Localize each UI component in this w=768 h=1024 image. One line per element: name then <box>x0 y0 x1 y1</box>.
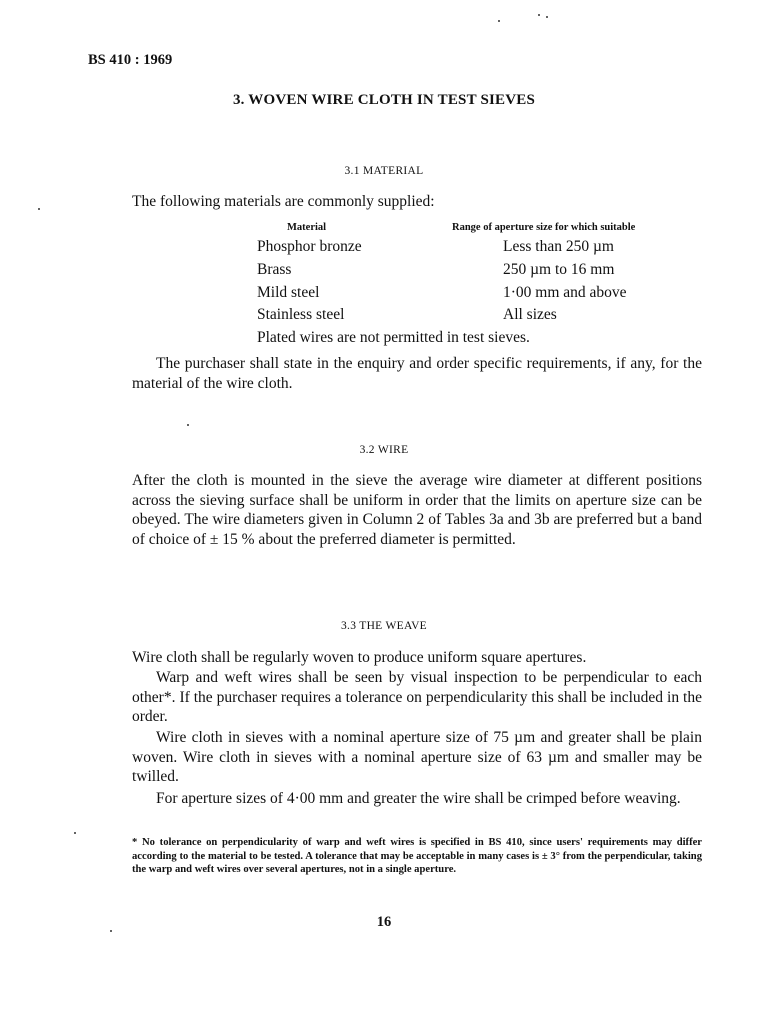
range-cell: 250 µm to 16 mm <box>503 261 615 278</box>
scan-speck <box>110 930 112 932</box>
page-number: 16 <box>376 914 392 930</box>
scan-speck <box>38 208 40 210</box>
table-row <box>0 306 768 328</box>
range-cell: Less than 250 µm <box>503 238 614 255</box>
wire-paragraph: After the cloth is mounted in the sieve the average wire diameter at different positions across the sieving surface shall be uniform in order that the limits on aperture size can be obeyed. The wire diameters given in Column 2 of Tables 3a and 3b are preferred but a band of choice of ± 15 % about the preferred diameter is permitted. <box>132 472 702 548</box>
material-cell: Stainless steel <box>257 306 345 323</box>
scan-speck <box>187 424 189 426</box>
range-cell: 1·00 mm and above <box>503 284 627 301</box>
section-heading-weave: 3.3 THE WEAVE <box>341 620 427 632</box>
chapter-title: 3. WOVEN WIRE CLOTH IN TEST SIEVES <box>232 92 536 108</box>
scan-speck <box>538 14 540 16</box>
material-paragraph: The purchaser shall state in the enquiry and order specific requirements, if any, for the material of the wire cloth. <box>132 355 702 392</box>
table-header-range: Range of aperture size for which suitable <box>452 222 636 233</box>
weave-paragraph: For aperture sizes of 4·00 mm and greater the wire shall be crimped before weaving. <box>156 790 681 807</box>
weave-paragraph: Wire cloth in sieves with a nominal aperture size of 75 µm and greater shall be plain woven. Wire cloth in sieves with a nominal aperture size of 63 µm and smaller may be twilled. <box>132 729 702 786</box>
material-intro: The following materials are commonly supplied: <box>132 193 435 210</box>
material-cell: Phosphor bronze <box>257 238 362 255</box>
scan-speck <box>498 20 500 22</box>
standard-reference: BS 410 : 1969 <box>88 52 173 68</box>
table-row <box>0 261 768 283</box>
table-row <box>0 238 768 260</box>
scan-speck <box>74 832 76 834</box>
section-heading-wire: 3.2 WIRE <box>359 444 409 456</box>
weave-paragraph: Wire cloth shall be regularly woven to produce uniform square apertures. <box>132 649 587 666</box>
material-cell: Mild steel <box>257 284 320 301</box>
footnote: * No tolerance on perpendicularity of warp and weft wires is specified in BS 410, since users' requirements may differ according to the material to be tested. A tolerance that may be acceptable in many cases is ± 3° from the perpendicular, taking the warp and weft wires over several apertures, not in a single aperture. <box>132 837 702 876</box>
weave-paragraph: Warp and weft wires shall be seen by visual inspection to be perpendicular to each other*. If the purchaser requires a tolerance on perpendicularity this shall be included in the order. <box>132 669 702 726</box>
plated-wires-note: Plated wires are not permitted in test sieves. <box>257 329 530 346</box>
material-cell: Brass <box>257 261 292 278</box>
scan-speck <box>546 16 548 18</box>
range-cell: All sizes <box>503 306 557 323</box>
table-header-material: Material <box>287 222 327 233</box>
section-heading-material: 3.1 MATERIAL <box>344 165 424 177</box>
table-row <box>0 284 768 306</box>
